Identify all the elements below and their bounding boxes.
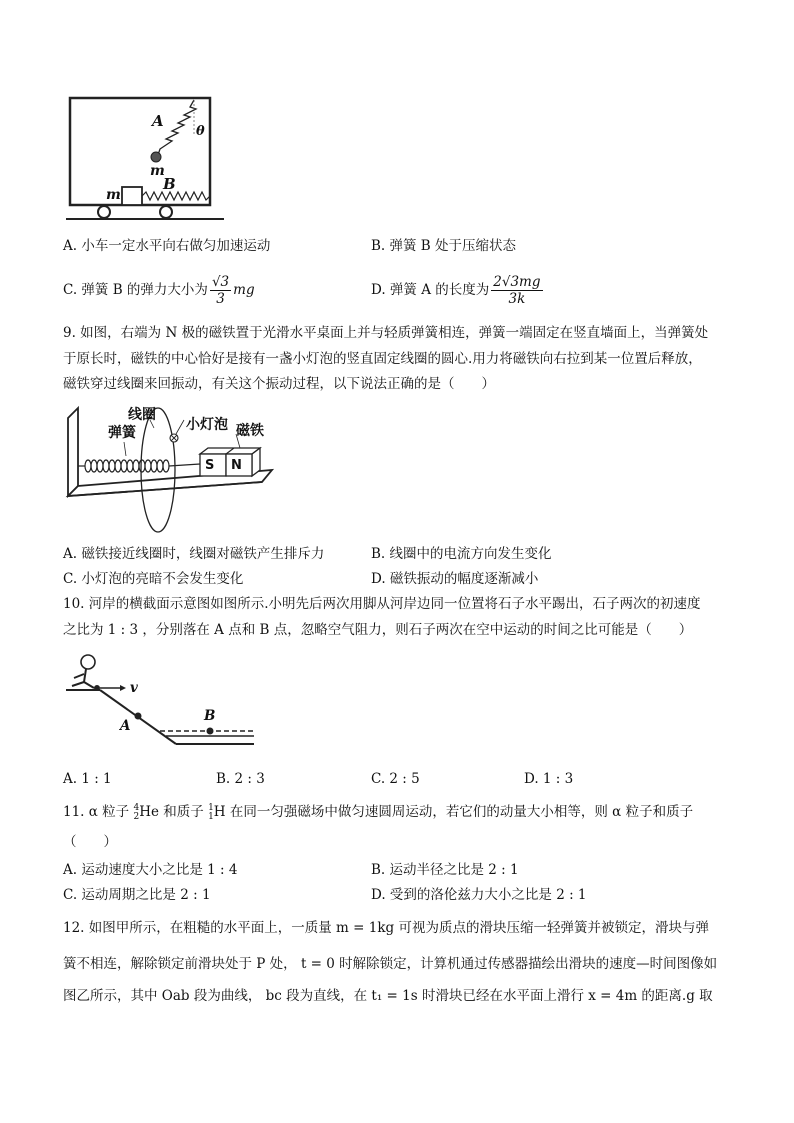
q11-he-charge: 2: [133, 811, 140, 822]
q9-magnet-figure: [64, 398, 284, 538]
q9-fig-magnet-label: 磁铁: [236, 423, 264, 439]
q11-option-c[interactable]: C. 运动周期之比是 2 : 1: [63, 887, 211, 903]
q12-stem-line2: 簧不相连，解除锁定前滑块处于 P 处， t = 0 时解除锁定，计算机通过传感器描绘出滑块的速度—时间图像如: [63, 956, 718, 972]
q10-riverbank-figure: [64, 650, 264, 750]
q9-fig-s-pole: S: [205, 458, 215, 473]
fig8-label-theta: θ: [196, 124, 205, 139]
q10-fig-B-label: B: [204, 708, 216, 724]
q11-h-symbol: H: [213, 804, 226, 820]
q9-fig-coil-label: 线圈: [128, 407, 156, 423]
q11-h-charge: 1: [208, 811, 214, 822]
q10-fig-A-label: A: [120, 718, 131, 734]
q12-stem-line1: 12. 如图甲所示，在粗糙的水平面上，一质量 m = 1kg 可视为质点的滑块压缩一轻弹簧并被锁定，滑块与弹: [63, 920, 709, 936]
q9-fig-n-pole: N: [231, 458, 242, 473]
fig8-label-m-ball: m: [150, 163, 165, 179]
q8-option-c[interactable]: [63, 272, 255, 308]
q9-option-b[interactable]: B. 线圈中的电流方向发生变化: [371, 546, 552, 562]
q9-option-d[interactable]: D. 磁铁振动的幅度逐渐减小: [371, 571, 539, 587]
q8-option-a[interactable]: A. 小车一定水平向右做匀加速运动: [63, 238, 271, 254]
q8-option-c-prefix: C. 弹簧 B 的弹力大小为: [63, 282, 208, 298]
q9-fig-bulb-label: 小灯泡: [186, 417, 228, 433]
q10-option-d[interactable]: D. 1 : 3: [524, 771, 574, 787]
q11-stem-b: 和质子: [158, 804, 209, 820]
q9-stem-line3: 磁铁穿过线圈来回振动，有关这个振动过程，以下说法正确的是（ ）: [63, 376, 495, 392]
q8-option-b[interactable]: B. 弹簧 B 处于压缩状态: [371, 238, 517, 254]
q11-stem-line2: （ ）: [63, 834, 117, 850]
q10-option-a[interactable]: A. 1 : 1: [63, 771, 112, 787]
q9-fig-spring-label: 弹簧: [108, 425, 136, 441]
q8-cart-figure: [66, 95, 226, 223]
q8-option-d-den: 3k: [508, 291, 526, 307]
fig8-label-m-block: m: [106, 187, 121, 203]
fig8-label-A: A: [152, 112, 164, 130]
q11-option-d[interactable]: D. 受到的洛伦兹力大小之比是 2 : 1: [371, 887, 587, 903]
q10-option-c[interactable]: C. 2 : 5: [371, 771, 420, 787]
q11-option-a[interactable]: A. 运动速度大小之比是 1 : 4: [63, 862, 238, 878]
q11-he-mass: 4: [133, 802, 140, 813]
q8-option-d-prefix: D. 弹簧 A 的长度为: [371, 282, 490, 298]
q8-option-d[interactable]: [371, 272, 545, 308]
q8-option-c-num: √3: [211, 274, 230, 290]
q9-stem-line1: 9. 如图，右端为 N 极的磁铁置于光滑水平桌面上并与轻质弹簧相连，弹簧一端固定在竖直墙面上，当弹簧处: [63, 325, 709, 341]
fig8-label-B: B: [163, 175, 176, 193]
q9-stem-line2: 于原长时，磁铁的中心恰好是接有一盏小灯泡的竖直固定线圈的圆心.用力将磁铁向右拉到某一位置后释放，: [63, 351, 702, 367]
q11-h-mass: 1: [208, 802, 214, 813]
q11-stem-c: 在同一匀强磁场中做匀速圆周运动，若它们的动量大小相等，则 α 粒子和质子: [225, 804, 694, 820]
q11-he-symbol: He: [139, 804, 159, 820]
q10-option-b[interactable]: B. 2 : 3: [216, 771, 265, 787]
q9-option-c[interactable]: C. 小灯泡的亮暗不会发生变化: [63, 571, 244, 587]
q12-stem-line3: 图乙所示，其中 Oab 段为曲线， bc 段为直线，在 t₁ = 1s 时滑块已经在水平面上滑行 x = 4m 的距离.g 取: [63, 988, 713, 1004]
q10-stem-line2: 之比为 1 : 3 ，分别落在 A 点和 B 点，忽略空气阻力，则石子两次在空中运动的时间之比可能是（ ）: [63, 622, 693, 638]
q11-stem-line1: [63, 802, 693, 822]
q8-option-d-num: 2√3mg: [493, 274, 541, 290]
q9-option-a[interactable]: A. 磁铁接近线圈时，线圈对磁铁产生排斥力: [63, 546, 325, 562]
q10-stem-line1: 10. 河岸的横截面示意图如图所示.小明先后两次用脚从河岸边同一位置将石子水平踢出，石子两次的初速度: [63, 596, 701, 612]
q11-option-b[interactable]: B. 运动半径之比是 2 : 1: [371, 862, 519, 878]
q8-option-c-den: 3: [216, 291, 225, 307]
q11-stem-a: 11. α 粒子: [63, 804, 134, 820]
q10-fig-v-label: v: [130, 680, 138, 696]
q8-option-c-suffix: mg: [233, 282, 255, 298]
